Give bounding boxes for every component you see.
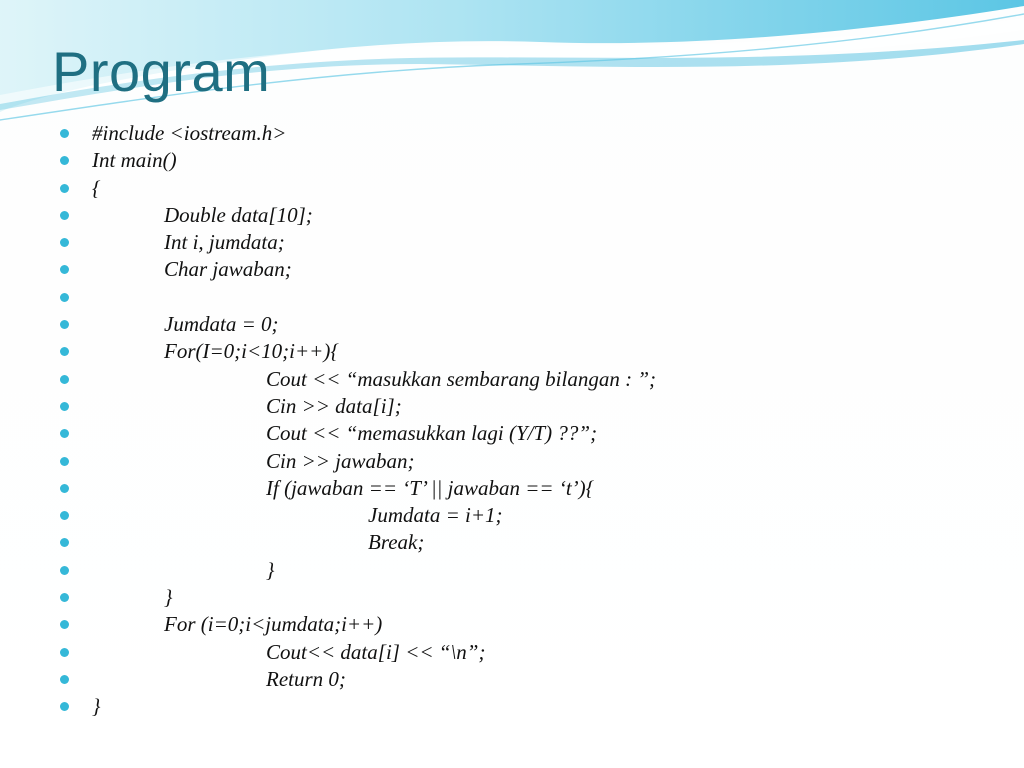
bullet-icon xyxy=(60,538,69,547)
code-line-text: Jumdata = i+1; xyxy=(368,503,503,528)
bullet-icon xyxy=(60,129,69,138)
bullet-icon xyxy=(60,511,69,520)
code-line xyxy=(60,284,980,311)
slide-title: Program xyxy=(52,40,271,103)
code-line-text: If (jawaban == ‘T’ || jawaban == ‘t’){ xyxy=(266,475,595,500)
bullet-icon xyxy=(60,593,69,602)
code-line xyxy=(60,229,980,256)
code-line-text: Int i, jumdata; xyxy=(164,230,285,255)
code-line-text: Int main() xyxy=(92,148,177,173)
code-line xyxy=(60,611,980,638)
code-line xyxy=(60,120,980,147)
bullet-icon xyxy=(60,347,69,356)
bullet-icon xyxy=(60,566,69,575)
code-line-text: Jumdata = 0; xyxy=(164,312,279,337)
bullet-icon xyxy=(60,620,69,629)
code-line xyxy=(60,366,980,393)
code-line xyxy=(60,202,980,229)
code-line xyxy=(60,338,980,365)
code-line xyxy=(60,256,980,283)
code-line xyxy=(60,502,980,529)
code-line-text: For(I=0;i<10;i++){ xyxy=(164,339,339,364)
code-line-text: Char jawaban; xyxy=(164,257,292,282)
code-line-text: Cin >> data[i]; xyxy=(266,393,402,418)
code-line-text: #include <iostream.h> xyxy=(92,121,287,145)
code-line-text: { xyxy=(92,175,101,200)
code-line-text: Cout << “masukkan sembarang bilangan : ”; xyxy=(266,366,657,391)
bullet-icon xyxy=(60,238,69,247)
bullet-icon xyxy=(60,648,69,657)
code-line xyxy=(60,311,980,338)
code-line xyxy=(60,584,980,611)
bullet-icon xyxy=(60,293,69,302)
code-line xyxy=(60,666,980,693)
code-line-text: For (i=0;i<jumdata;i++) xyxy=(164,612,383,637)
code-line-text: } xyxy=(266,557,275,582)
code-line xyxy=(60,475,980,502)
bullet-icon xyxy=(60,457,69,466)
bullet-icon xyxy=(60,484,69,493)
code-line-text: Return 0; xyxy=(266,666,346,691)
code-line-text: Cout<< data[i] << “\n”; xyxy=(266,639,486,664)
code-line-text: } xyxy=(92,694,101,719)
code-line-text: Cin >> jawaban; xyxy=(266,448,415,473)
bullet-icon xyxy=(60,375,69,384)
code-line xyxy=(60,448,980,475)
code-bullet-list xyxy=(60,120,980,721)
code-line xyxy=(60,175,980,202)
code-line-text: Double data[10]; xyxy=(164,202,313,227)
code-line-text: Break; xyxy=(368,530,425,555)
bullet-icon xyxy=(60,211,69,220)
bullet-icon xyxy=(60,402,69,411)
code-line xyxy=(60,639,980,666)
bullet-icon xyxy=(60,702,69,711)
code-line-text: Cout << “memasukkan lagi (Y/T) ??”; xyxy=(266,421,598,446)
bullet-icon xyxy=(60,429,69,438)
bullet-icon xyxy=(60,320,69,329)
code-line xyxy=(60,147,980,174)
code-line xyxy=(60,693,980,720)
code-line-text: } xyxy=(164,585,173,610)
bullet-icon xyxy=(60,265,69,274)
bullet-icon xyxy=(60,675,69,684)
code-line xyxy=(60,420,980,447)
code-line xyxy=(60,393,980,420)
bullet-icon xyxy=(60,184,69,193)
bullet-icon xyxy=(60,156,69,165)
code-line xyxy=(60,557,980,584)
code-line xyxy=(60,529,980,556)
